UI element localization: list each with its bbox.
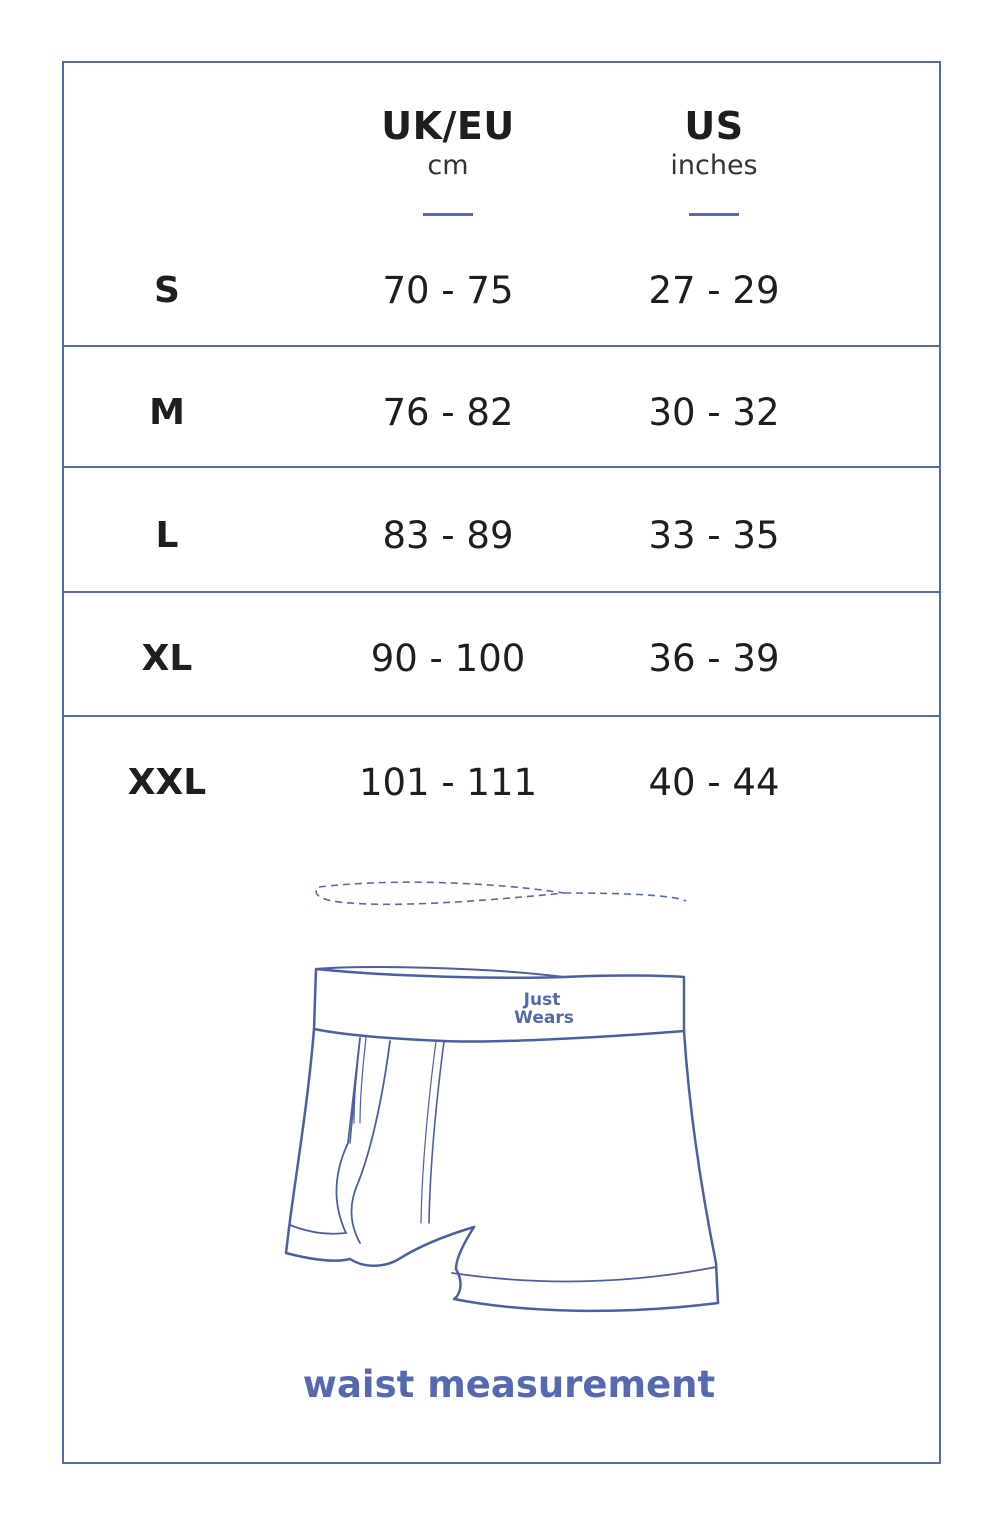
- size-label: S: [154, 270, 180, 311]
- brand-logo-line1: Just: [523, 990, 561, 1010]
- waist-measure-loop-icon: [316, 882, 686, 904]
- us-value: 36 - 39: [648, 637, 780, 680]
- uk-eu-value: 76 - 82: [382, 391, 514, 434]
- header-us-unit: inches: [670, 150, 758, 181]
- size-label: L: [155, 515, 179, 556]
- uk-eu-value: 83 - 89: [382, 514, 514, 557]
- us-value: 33 - 35: [648, 514, 780, 557]
- us-value: 40 - 44: [648, 761, 780, 804]
- us-value: 27 - 29: [648, 269, 780, 312]
- brand-logo-line2: Wears: [514, 1008, 574, 1028]
- size-chart-frame: [62, 61, 941, 1464]
- header-uk-eu-unit: cm: [427, 150, 469, 181]
- caption-waist-measurement: waist measurement: [302, 1363, 716, 1406]
- uk-eu-value: 70 - 75: [382, 269, 514, 312]
- boxer-brief-illustration: [64, 63, 939, 1343]
- size-label: XXL: [127, 762, 207, 803]
- size-label: XL: [141, 638, 193, 679]
- header-us-title: US: [684, 104, 744, 148]
- boxer-brief-icon: [286, 967, 718, 1311]
- us-value: 30 - 32: [648, 391, 780, 434]
- uk-eu-value: 101 - 111: [358, 761, 538, 804]
- size-label: M: [149, 392, 185, 433]
- uk-eu-value: 90 - 100: [370, 637, 526, 680]
- header-uk-eu-title: UK/EU: [381, 104, 515, 148]
